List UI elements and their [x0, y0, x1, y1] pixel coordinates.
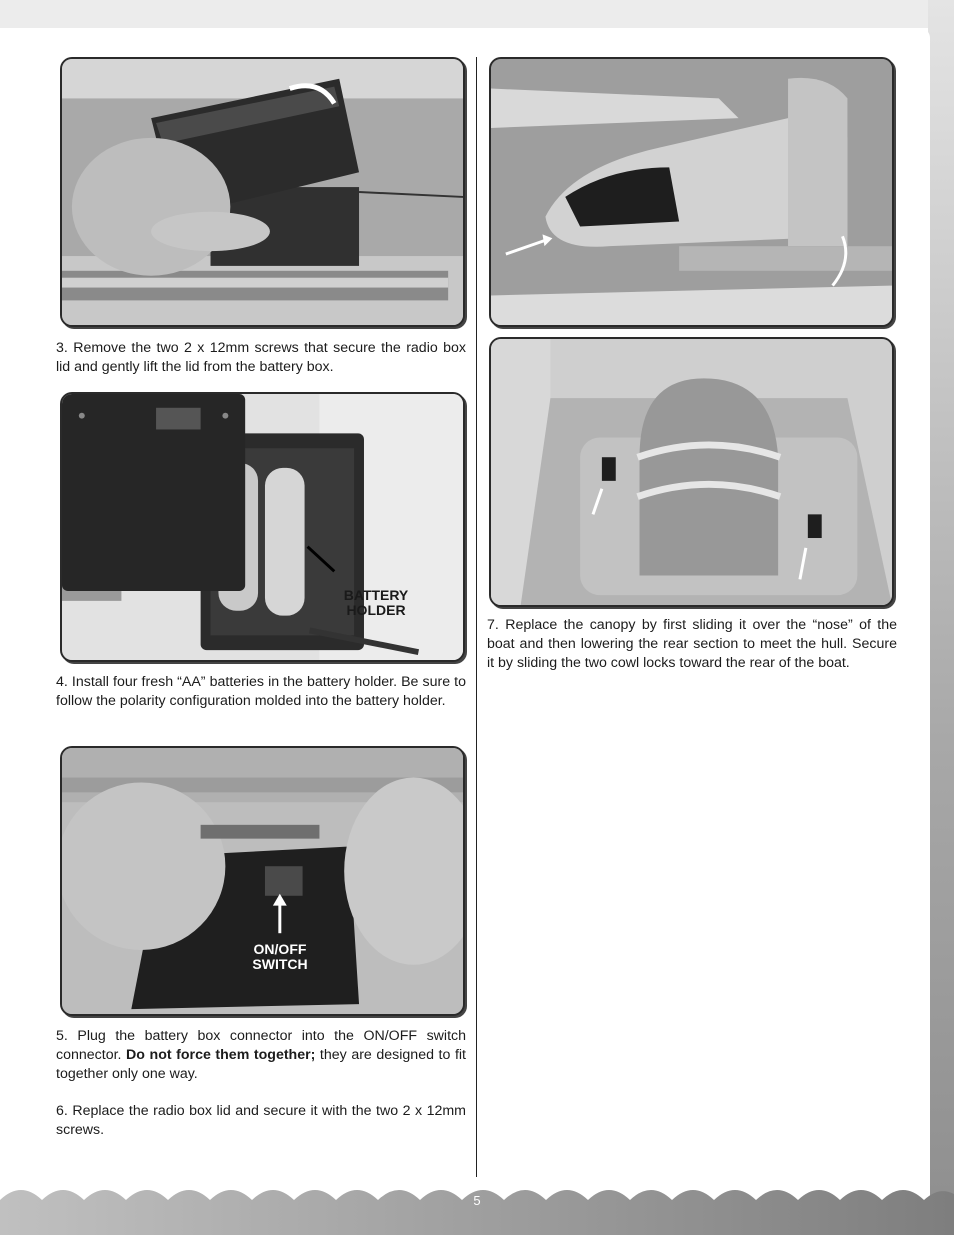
step7-caption: 7. Replace the canopy by first sliding it over the “nose” of the boat and then lowering the rear section to meet the hull. Secure it by sliding the two cowl locks toward the rear of the boat.	[487, 617, 897, 672]
page-frame-top	[0, 0, 954, 28]
step4-caption: 4. Install four fresh “AA” batteries in the battery holder. Be sure to follow the polarity configuration molded into the battery holder.	[56, 674, 466, 710]
photo-remove-lid	[60, 57, 465, 327]
battery-holder-label-line2: HOLDER	[346, 602, 406, 618]
battery-holder-callout	[336, 588, 416, 618]
step5-text-part2: they are designed to fit together only one way.	[56, 1047, 466, 1083]
onoff-switch-label-line2: SWITCH	[252, 956, 308, 972]
photo-canopy-nose	[489, 57, 894, 327]
battery-holder-label-line1: BATTERY	[343, 587, 409, 603]
step5-text-part1: 5. Plug the battery box connector into the ON/OFF switch connector.	[56, 1028, 466, 1064]
onoff-switch-label-line1: ON/OFF	[253, 941, 307, 957]
page-frame-right	[928, 0, 954, 1235]
photo-onoff-switch	[60, 746, 465, 1016]
photo-battery-holder	[60, 392, 465, 662]
step5-warning: Do not force them together;	[126, 1047, 316, 1064]
step6-caption: 6. Replace the radio box lid and secure it with the two 2 x 12mm screws.	[56, 1103, 466, 1139]
photo-cowl-locks	[489, 337, 894, 607]
step3-caption: 3. Remove the two 2 x 12mm screws that secure the radio box lid and gently lift the lid from the battery box.	[56, 340, 466, 376]
column-divider	[476, 57, 477, 1177]
page-number: 5	[473, 1193, 481, 1208]
onoff-switch-callout	[240, 942, 320, 972]
step5-caption	[56, 1027, 466, 1085]
